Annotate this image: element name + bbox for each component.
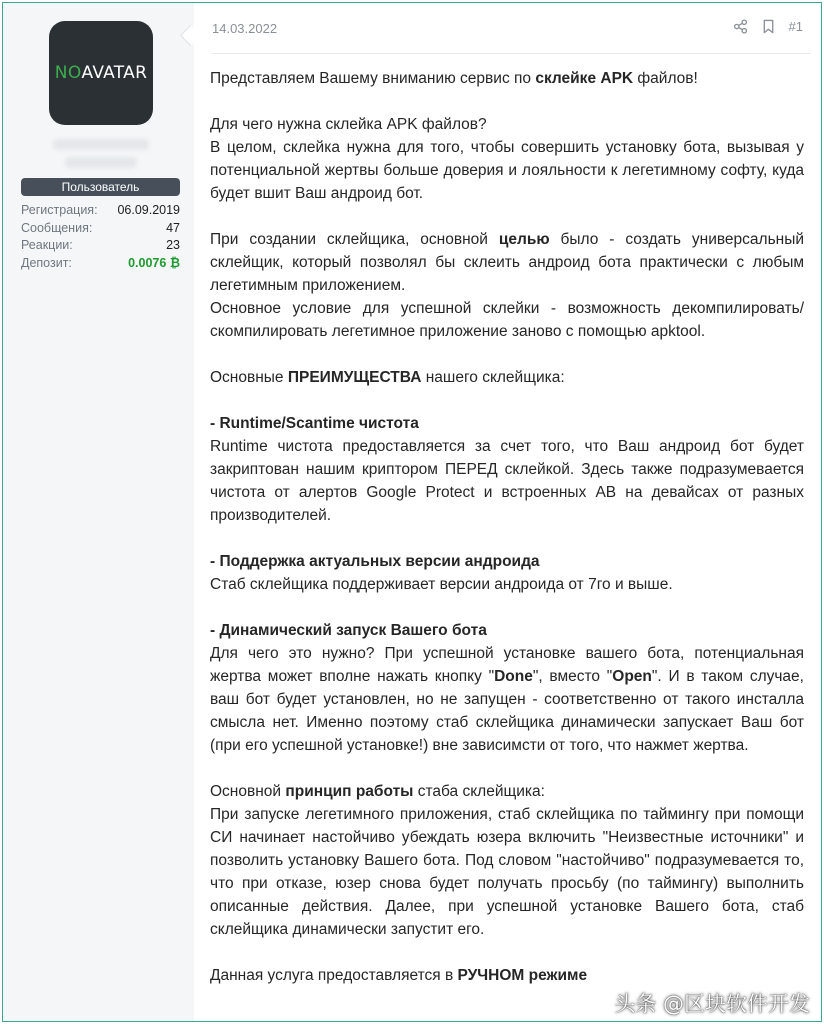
principle-line <box>210 780 804 803</box>
text: Представляем Вашему вниманию сервис по <box>210 70 536 87</box>
bold-text: склейке APK <box>535 70 634 87</box>
post-header <box>212 19 803 41</box>
stat-value: 23 <box>166 238 180 252</box>
stat-value: 06.09.2019 <box>117 203 180 217</box>
text: нашего склейщика: <box>421 369 565 386</box>
user-role-badge: Пользователь <box>21 178 180 196</box>
section-heading <box>210 619 804 642</box>
stat-label: Сообщения: <box>21 220 93 235</box>
text: Основные <box>210 369 288 386</box>
principle-paragraph: При запуске легетимного приложения, стаб склейщика по таймингу при помощи СИ начинает настойчиво убеждать юзера включить "Неизвестные источники" и позволить установку Вашего бота. Под словом "настойчиво" подразумевается то, что при отказе, юзер снова будет получать просьбу (по таймингу) выполнить описанные действия. Далее, при успешной установке Вашего бота, стаб склейщика динамически запустит его. <box>210 806 804 938</box>
dynamic-launch-paragraph <box>210 642 804 757</box>
user-stats <box>21 202 180 272</box>
stat-value[interactable]: 47 <box>166 220 180 235</box>
avatar-text-rest: AVATAR <box>81 63 148 83</box>
text: Для чего это нужно? При успешной установке вашего бота, потенциальная жертва может вполне нажать кнопку " <box>210 645 804 685</box>
text: файлов! <box>633 70 698 87</box>
post-number-link[interactable]: #1 <box>788 19 803 34</box>
text: ". И в таком случае, ваш бот будет установлен, но не запущен - соответственно от такого инсталла смысла нет. Именно поэтому стаб склейщика динамически запускает Ваш бот (при его успешной установке!) вне зависимсти от того, что нажмет жертва. <box>210 668 804 754</box>
text: ", вместо " <box>532 668 613 685</box>
bold-text: Done <box>494 668 533 685</box>
condition-paragraph: Основное условие для успешной склейки - возможность декомпилировать/скомпилировать легетимное приложение заново с помощью apktool. <box>210 300 804 340</box>
bold-text: - Runtime/Scantime чистота <box>210 415 419 432</box>
bold-text: принцип работы <box>285 783 414 800</box>
avatar-text-no: NO <box>54 63 82 83</box>
advantages-line <box>210 366 804 389</box>
answer-paragraph: В целом, склейка нужна для того, чтобы совершить установку бота, вызывая у потенциальной жертвы больше доверия и лояльности к легетимному софту, куда будет вшит Ваш андроид бот. <box>210 139 804 202</box>
text: Данная услуга предоставляется в <box>210 967 458 984</box>
section-heading <box>210 412 804 435</box>
text: было - создать универсальный склейщик, который позволял бы склеить андроид бота практически с любым легетимным приложением. <box>210 231 805 294</box>
text: Основной <box>210 783 286 800</box>
text: стаба склейщика: <box>413 783 545 800</box>
post-date[interactable]: 14.03.2022 <box>212 21 278 36</box>
final-line <box>210 964 804 987</box>
user-sidebar <box>3 3 194 1021</box>
post-content <box>194 3 821 1021</box>
stat-label: Депозит: <box>21 255 72 270</box>
stat-row-registration <box>21 202 180 220</box>
post-body <box>210 67 804 987</box>
bookmark-icon[interactable] <box>762 19 775 34</box>
deposit-amount: 0.0076 <box>128 255 167 270</box>
bold-text: - Динамический запуск Вашего бота <box>210 622 487 639</box>
runtime-paragraph: Runtime чистота предоставляется за счет того, что Ваш андроид бот будет закриптован нашим криптором ПЕРЕД склейкой. Здесь также подразумевается чистота от алертов Google Protect и встроенных АВ на девайсах от разных производителей. <box>210 438 804 524</box>
bold-text: ПРЕИМУЩЕСТВА <box>287 369 422 386</box>
post-actions <box>733 19 803 34</box>
deposit-value <box>128 255 180 273</box>
stat-row-messages <box>21 220 180 238</box>
intro-line <box>210 67 804 90</box>
section-heading <box>210 550 804 573</box>
stat-label: Регистрация: <box>21 203 98 217</box>
bitcoin-icon: ₿ <box>169 255 180 270</box>
goal-paragraph <box>210 228 804 297</box>
bold-text: целью <box>498 231 550 248</box>
stat-row-reactions <box>21 237 180 255</box>
bold-text: Open <box>612 668 652 685</box>
bold-text: РУЧНОМ режиме <box>457 967 588 984</box>
stat-row-deposit <box>21 255 180 273</box>
avatar[interactable] <box>49 21 153 125</box>
user-title-blurred <box>65 157 137 168</box>
share-icon[interactable] <box>733 19 748 34</box>
question-line: Для чего нужна склейка APK файлов? <box>210 116 487 133</box>
watermark: 头条 @区块软件开发 <box>614 992 810 1016</box>
stat-label: Реакции: <box>21 238 73 252</box>
username-blurred[interactable] <box>53 139 149 150</box>
android-paragraph: Стаб склейщика поддерживает версии андроида от 7го и выше. <box>210 576 673 593</box>
bold-text: - Поддержка актуальных версии андроида <box>210 553 540 570</box>
header-divider <box>212 53 811 54</box>
text: При создании склейщика, основной <box>210 231 499 248</box>
